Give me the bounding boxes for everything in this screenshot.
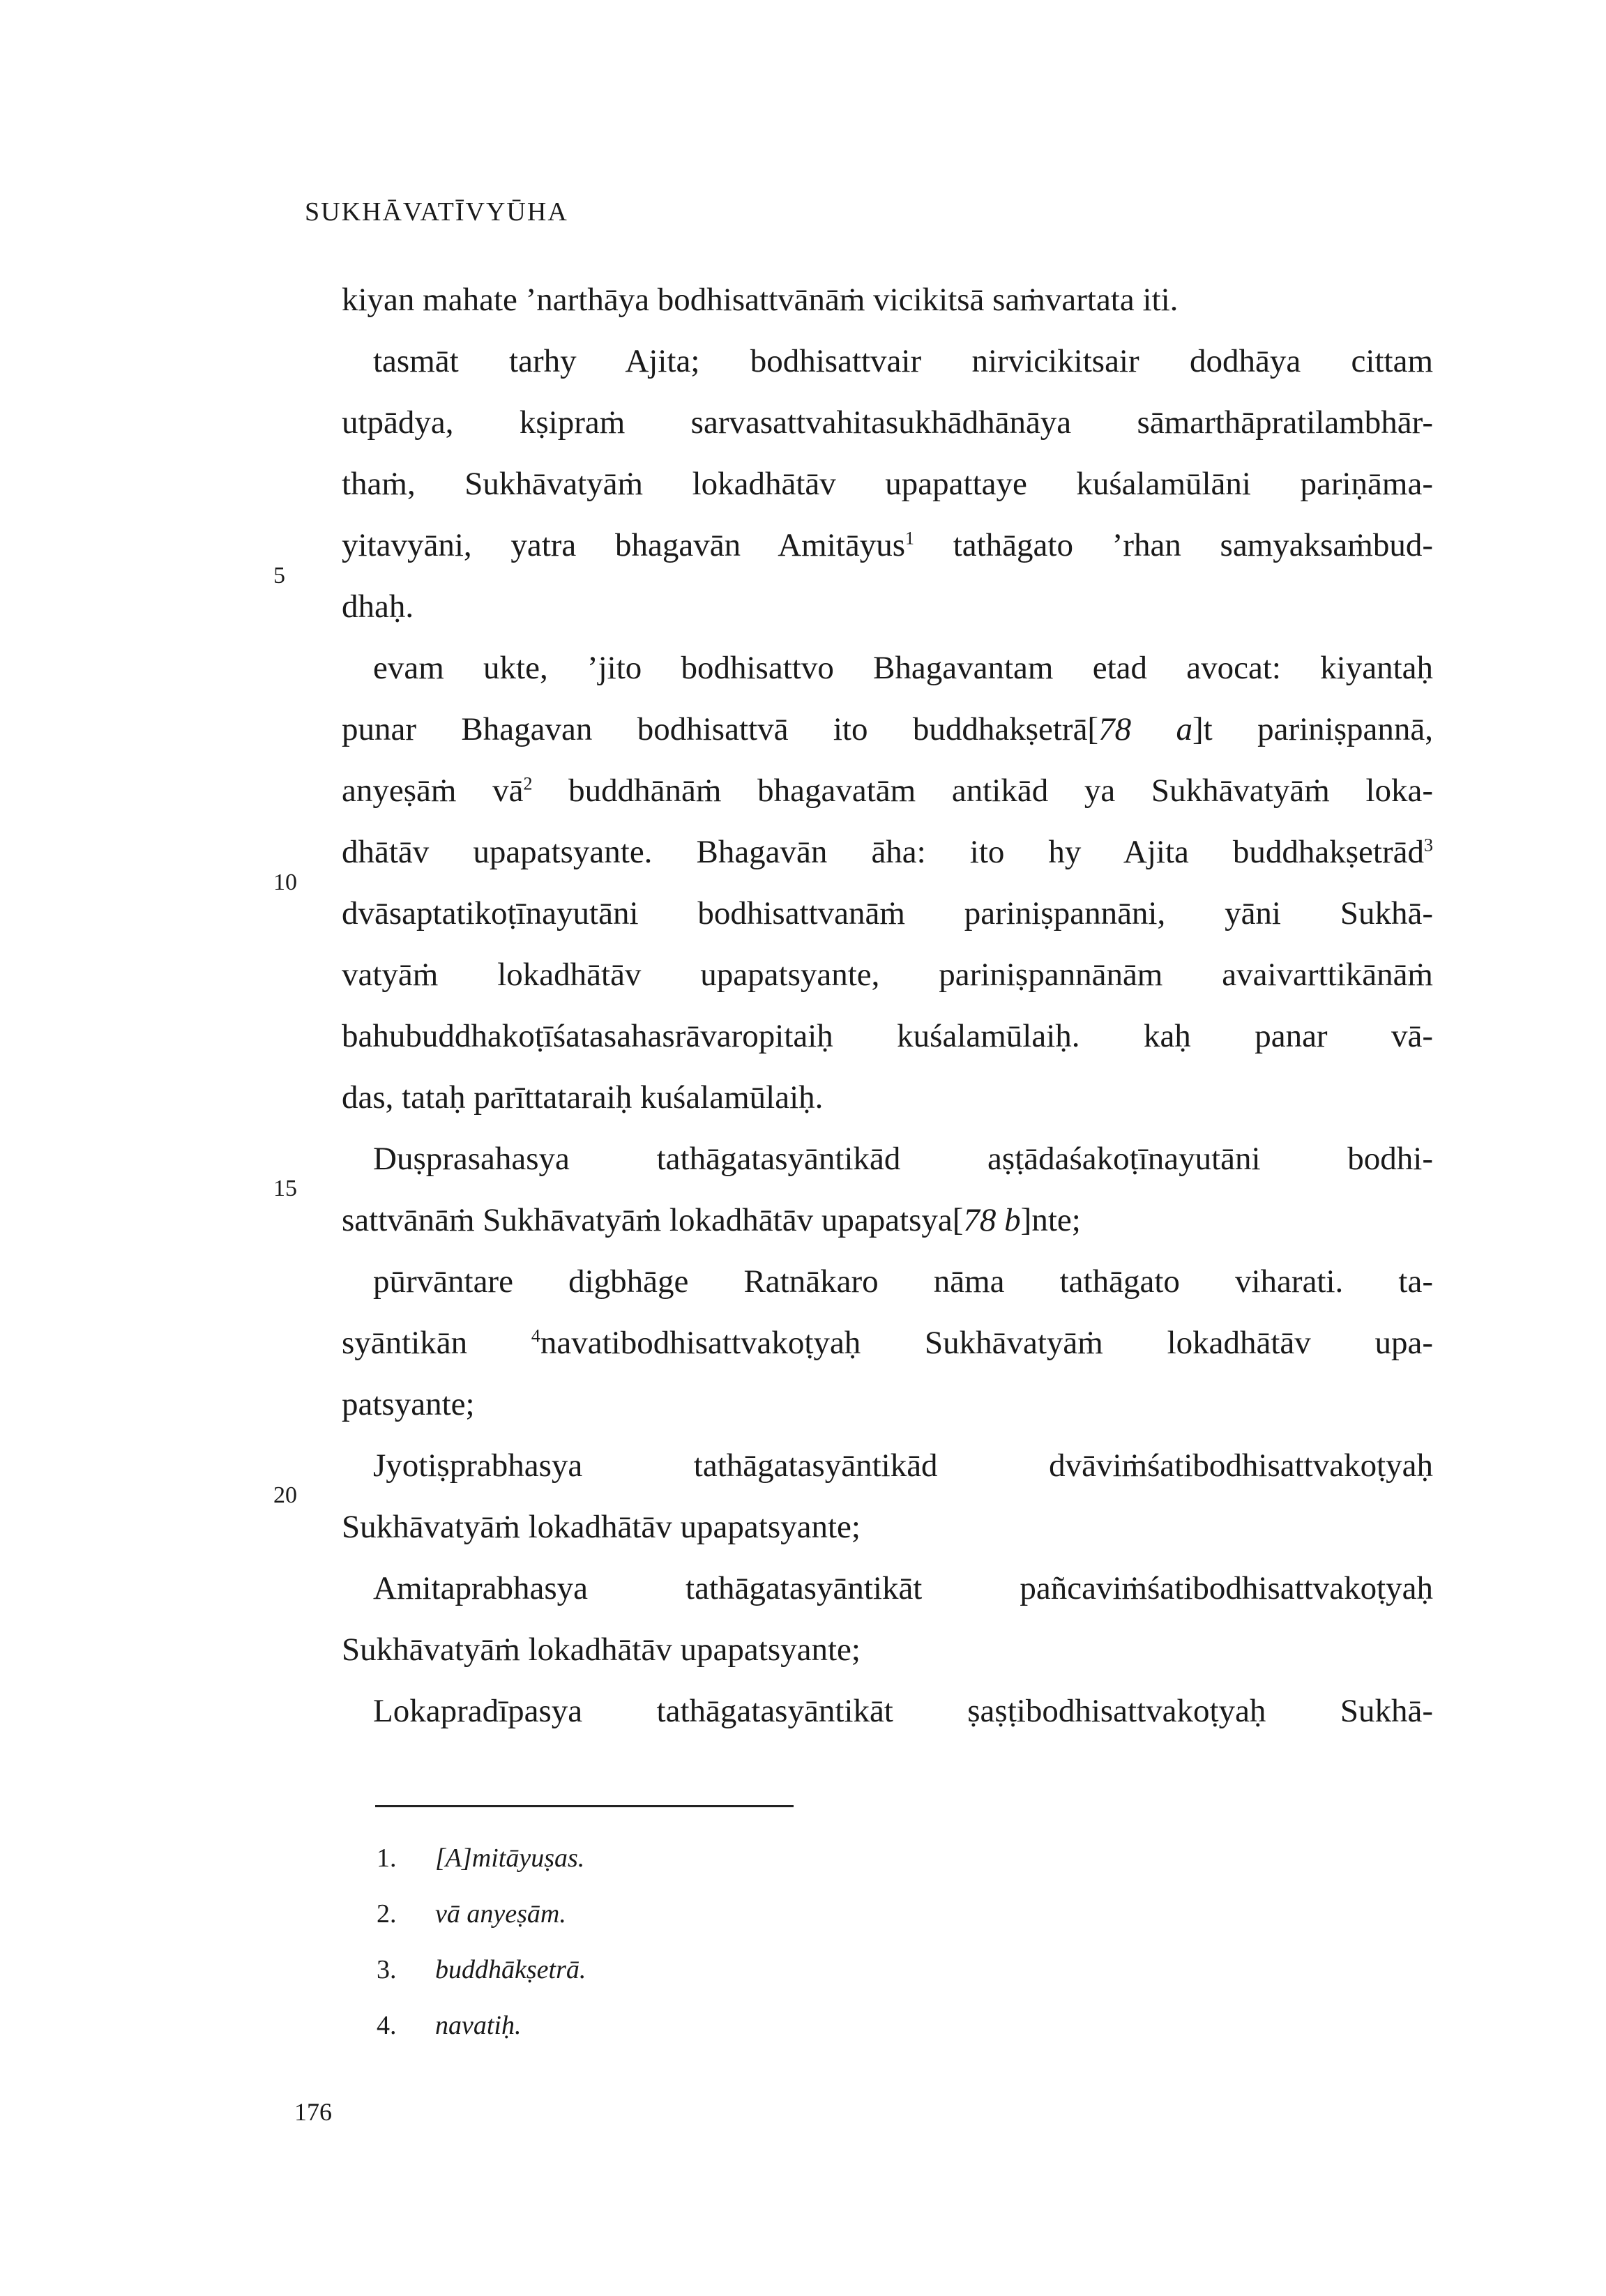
footnote — [377, 1952, 586, 1987]
text-line: tasmāt tarhy Ajita; bodhisattvair nirvicikitsair dodhāya cittam — [373, 343, 1433, 379]
text-fragment: sattvānāṁ Sukhāvatyāṁ lokadhātāv upapatsya[ — [342, 1202, 964, 1238]
text-fragment: ]nte; — [1020, 1202, 1081, 1238]
text-line — [342, 1322, 1433, 1364]
line-number: 15 — [273, 1176, 297, 1201]
text-line: kiyan mahate ’narthāya bodhisattvānāṁ vicikitsā saṁvartata iti. — [342, 282, 1179, 318]
footnote-text: [A]mitāyuṣas. — [435, 1843, 585, 1873]
text-fragment: dhātāv upapatsyante. Bhagavān āha: ito hy Ajita buddhakṣetrād — [342, 834, 1424, 870]
text-line: Sukhāvatyāṁ lokadhātāv upapatsyante; — [342, 1632, 861, 1668]
page-number: 176 — [294, 2098, 332, 2126]
text-line: dvāsaptatikoṭīnayutāni bodhisattvanāṁ pariniṣpannāni, yāni Sukhā- — [342, 895, 1433, 932]
footnote-marker: 4 — [531, 1325, 540, 1346]
line-number: 5 — [273, 563, 285, 588]
footnote-number: 2. — [377, 1899, 397, 1929]
text-line — [342, 1199, 1081, 1241]
footnote-number: 1. — [377, 1843, 397, 1873]
text-line: Duṣprasahasya tathāgatasyāntikād aṣṭādaśakoṭīnayutāni bodhi- — [373, 1141, 1433, 1177]
text-fragment: punar Bhagavan bodhisattvā ito buddhakṣetrā[ — [342, 711, 1099, 747]
footnote-number: 4. — [377, 2011, 397, 2040]
text-line: patsyante; — [342, 1386, 475, 1422]
text-line: das, tataḥ parīttataraiḥ kuśalamūlaiḥ. — [342, 1079, 824, 1116]
text-line — [342, 831, 1433, 873]
text-line: Sukhāvatyāṁ lokadhātāv upapatsyante; — [342, 1509, 861, 1545]
text-line: vatyāṁ lokadhātāv upapatsyante, pariniṣpannānām avaivarttikānāṁ — [342, 957, 1433, 993]
text-line: utpādya, kṣipraṁ sarvasattvahitasukhādhānāya sāmarthāpratilambhār- — [342, 404, 1433, 441]
text-line — [342, 708, 1433, 750]
folio-ref: 78 b — [963, 1202, 1021, 1238]
footnote-number: 3. — [377, 1955, 397, 1984]
text-line: thaṁ, Sukhāvatyāṁ lokadhātāv upapattaye kuśalamūlāni pariṇāma- — [342, 466, 1433, 502]
footnote-text: navatiḥ. — [435, 2011, 522, 2040]
text-line: dhaḥ. — [342, 588, 414, 625]
footnote-marker: 2 — [523, 773, 533, 794]
footnote-text: vā anyeṣām. — [435, 1899, 566, 1929]
text-line: pūrvāntare digbhāge Ratnākaro nāma tathāgato viharati. ta- — [373, 1263, 1433, 1300]
footnote-rule — [375, 1805, 794, 1807]
text-fragment: ]t pariniṣpannā, — [1192, 711, 1434, 747]
text-fragment: yitavyāni, yatra bhagavān Amitāyus — [342, 527, 905, 563]
text-line — [342, 770, 1433, 812]
line-number: 20 — [273, 1482, 297, 1508]
text-line: Amitaprabhasya tathāgatasyāntikāt pañcaviṁśatibodhisattvakoṭyaḥ — [373, 1570, 1433, 1606]
text-line: bahubuddhakoṭīśatasahasrāvaropitaiḥ kuśalamūlaiḥ. kaḥ panar vā- — [342, 1018, 1433, 1054]
text-fragment: buddhānāṁ bhagavatām antikād ya Sukhāvatyāṁ loka- — [568, 773, 1434, 809]
text-line: Lokapradīpasya tathāgatasyāntikāt ṣaṣṭibodhisattvakoṭyaḥ Sukhā- — [373, 1693, 1433, 1729]
text-line: Jyotiṣprabhasya tathāgatasyāntikād dvāviṁśatibodhisattvakoṭyaḥ — [373, 1447, 1433, 1484]
footnote — [377, 2008, 521, 2043]
footnote — [377, 1896, 566, 1931]
text-fragment: tathāgato ’rhan samyaksaṁbud- — [953, 527, 1433, 563]
text-fragment: syāntikān — [342, 1325, 468, 1361]
footnote-marker: 3 — [1424, 835, 1433, 856]
text-fragment: navatibodhisattvakoṭyaḥ Sukhāvatyāṁ lokadhātāv upa- — [540, 1325, 1433, 1361]
footnote-text: buddhākṣetrā. — [435, 1955, 586, 1984]
text-line — [342, 524, 1433, 566]
footnote — [377, 1841, 584, 1876]
running-head: SUKHĀVATĪVYŪHA — [305, 197, 568, 227]
text-line: evam ukte, ’jito bodhisattvo Bhagavantam etad avocat: kiyantaḥ — [373, 650, 1433, 686]
folio-ref: 78 a — [1098, 711, 1192, 747]
text-fragment: anyeṣāṁ vā — [342, 773, 524, 809]
line-number: 10 — [273, 869, 297, 895]
footnote-marker: 1 — [904, 528, 914, 549]
